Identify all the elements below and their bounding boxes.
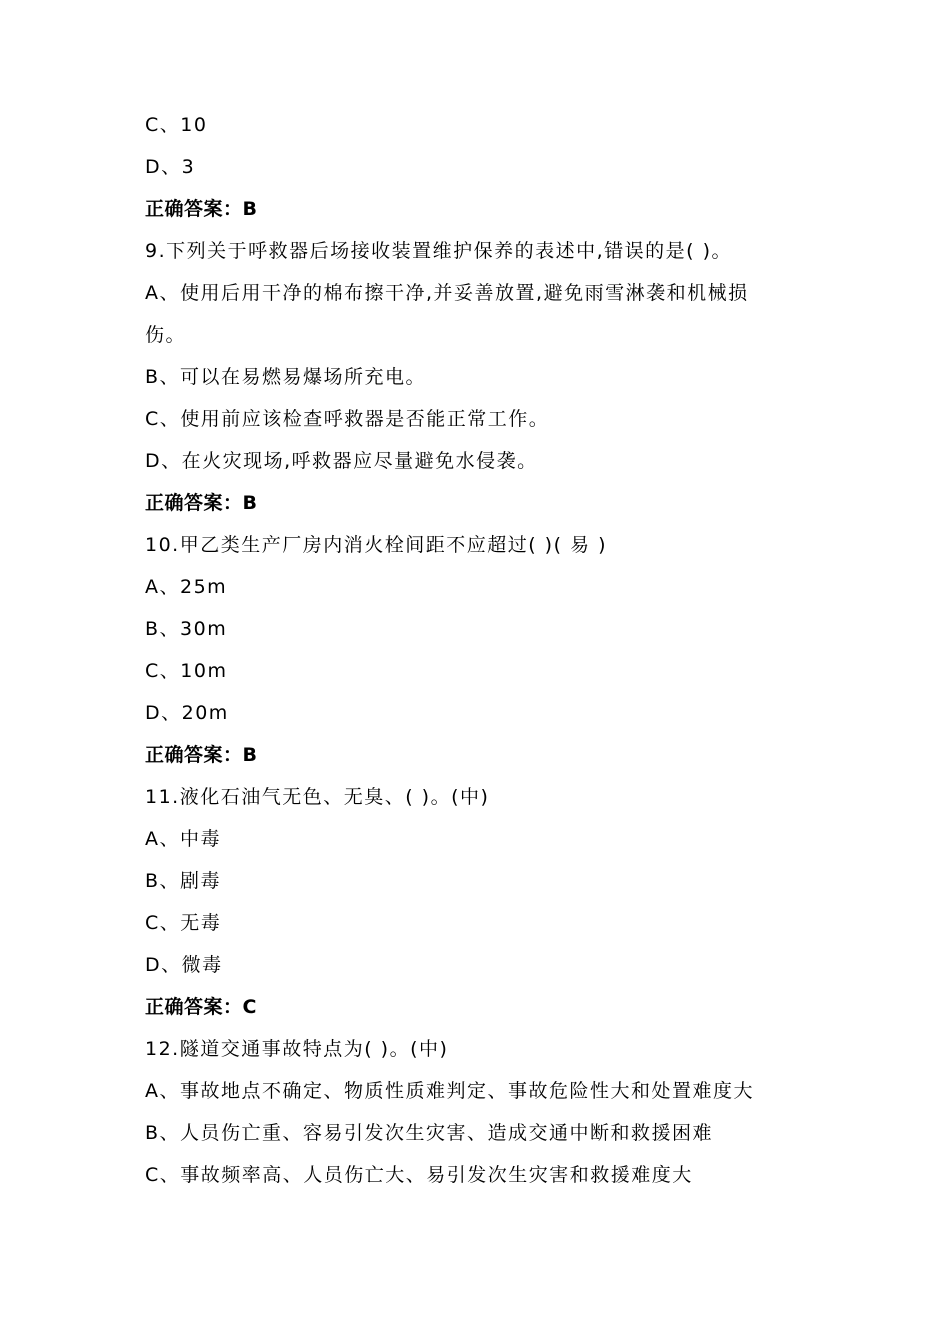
question-11: 11.液化石油气无色、无臭、( )。(中): [145, 786, 490, 808]
answer-q9: 正确答案：B: [145, 492, 258, 514]
question-9: 9.下列关于呼救器后场接收装置维护保养的表述中,错误的是( )。: [145, 240, 733, 262]
option-a-q9-continued: 伤。: [145, 324, 187, 346]
option-a-q11: A、中毒: [145, 828, 221, 850]
option-b-q10: B、30m: [145, 618, 228, 640]
option-a-q10: A、25m: [145, 576, 228, 598]
question-10: 10.甲乙类生产厂房内消火栓间距不应超过( )( 易 ): [145, 534, 607, 556]
question-12: 12.隧道交通事故特点为( )。(中): [145, 1038, 449, 1060]
option-c-q8: C、10: [145, 114, 208, 136]
option-b-q12: B、人员伤亡重、容易引发次生灾害、造成交通中断和救援困难: [145, 1122, 714, 1144]
answer-q10: 正确答案：B: [145, 744, 258, 766]
option-a-q12: A、事故地点不确定、物质性质难判定、事故危险性大和处置难度大: [145, 1080, 754, 1102]
option-a-q9: A、使用后用干净的棉布擦干净,并妥善放置,避免雨雪淋袭和机械损: [145, 282, 749, 304]
answer-q11: 正确答案：C: [145, 996, 257, 1018]
answer-q8: 正确答案：B: [145, 198, 258, 220]
option-b-q9: B、可以在易燃易爆场所充电。: [145, 366, 427, 388]
option-c-q11: C、无毒: [145, 912, 222, 934]
option-b-q11: B、剧毒: [145, 870, 222, 892]
option-d-q9: D、在火灾现场,呼救器应尽量避免水侵袭。: [145, 450, 538, 472]
option-c-q12: C、事故频率高、人员伤亡大、易引发次生灾害和救援难度大: [145, 1164, 693, 1186]
option-c-q9: C、使用前应该检查呼救器是否能正常工作。: [145, 408, 550, 430]
option-d-q8: D、3: [145, 156, 196, 178]
option-d-q10: D、20m: [145, 702, 229, 724]
option-c-q10: C、10m: [145, 660, 228, 682]
option-d-q11: D、微毒: [145, 954, 223, 976]
